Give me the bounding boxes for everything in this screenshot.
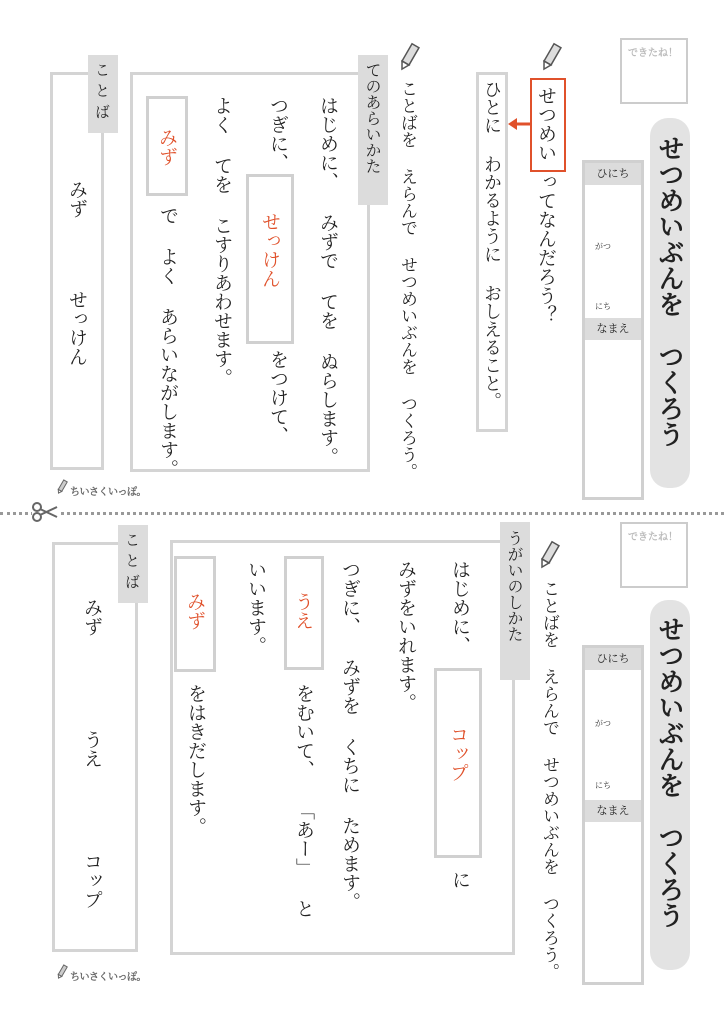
top-date-name-panel (582, 160, 644, 500)
done-label: できたね！ (628, 48, 678, 59)
pencil-icon (398, 42, 420, 76)
pencil-icon (56, 479, 68, 499)
word-box-label: ことば (93, 62, 111, 125)
cut-line (0, 512, 724, 515)
pencil-icon (56, 964, 68, 984)
line-7: をはきだします。 (185, 684, 207, 836)
answer-mizu: みず (156, 128, 178, 166)
pencil-icon (538, 540, 560, 574)
name-label: なまえ (585, 800, 641, 822)
bottom-title: せつめいぶんを つくろう (654, 616, 684, 928)
word-mizu: みず (66, 180, 88, 218)
pencil-icon (540, 42, 562, 76)
cut-logo: ちいさくいっぽ。 (70, 487, 146, 498)
answer-koppu: コップ (447, 725, 469, 782)
instruction: ことばを えらんで せつめいぶんを つくろう。 (397, 80, 417, 480)
word-box-label: ことば (123, 532, 141, 595)
answer-sekken: せっけん (259, 212, 281, 288)
bottom-section-title: うがいのしかた (505, 530, 524, 642)
day-label: にち (595, 302, 611, 311)
top-section-title: てのあらいかた (363, 62, 382, 174)
month-label: がつ (595, 719, 611, 728)
bottom-done-box (620, 522, 688, 588)
question-term: せつめい (535, 86, 557, 162)
bottom-date-name-panel (582, 645, 644, 985)
month-label: がつ (595, 242, 611, 251)
word-mizu: みず (81, 598, 103, 636)
arrow-icon (508, 116, 532, 135)
line-5: をむいて、 「あー」 と (293, 684, 315, 918)
date-label: ひにち (585, 648, 641, 670)
line-5: で よく あらいながします。 (157, 206, 179, 478)
bottom-logo: ちいさくいっぽ。 (70, 972, 146, 983)
date-label: ひにち (585, 163, 641, 185)
word-sekken: せっけん (66, 290, 88, 366)
word-koppu: コップ (81, 852, 103, 909)
line-2: つぎに、 (267, 96, 289, 172)
definition-text: ひとに わかるように おしえること。 (481, 80, 502, 410)
answer-mizu: みず (184, 592, 206, 630)
line-1: はじめに、 みずで てを ぬらします。 (317, 96, 339, 466)
top-done-box (620, 38, 688, 104)
word-ue: うえ (81, 730, 103, 768)
line-4: よく てを こすりあわせます。 (211, 96, 233, 387)
scissors-icon (32, 502, 58, 526)
line-3: みずをいれます。 (395, 560, 417, 712)
instruction: ことばを えらんで せつめいぶんを つくろう。 (539, 580, 559, 980)
name-label: なまえ (585, 318, 641, 340)
line-3: をつけて、 (267, 350, 289, 445)
top-title: せつめいぶんを つくろう (654, 135, 684, 447)
day-label: にち (595, 781, 611, 790)
answer-ue: うえ (292, 592, 314, 630)
line-1: はじめに、 (449, 560, 471, 655)
line-6: いいます。 (245, 560, 267, 655)
line-4: つぎに、 みずを くちに ためます。 (339, 560, 361, 911)
done-label: できたね！ (628, 532, 678, 543)
line-2: に (449, 870, 471, 889)
question-rest: ってなんだろう？ (535, 172, 557, 324)
